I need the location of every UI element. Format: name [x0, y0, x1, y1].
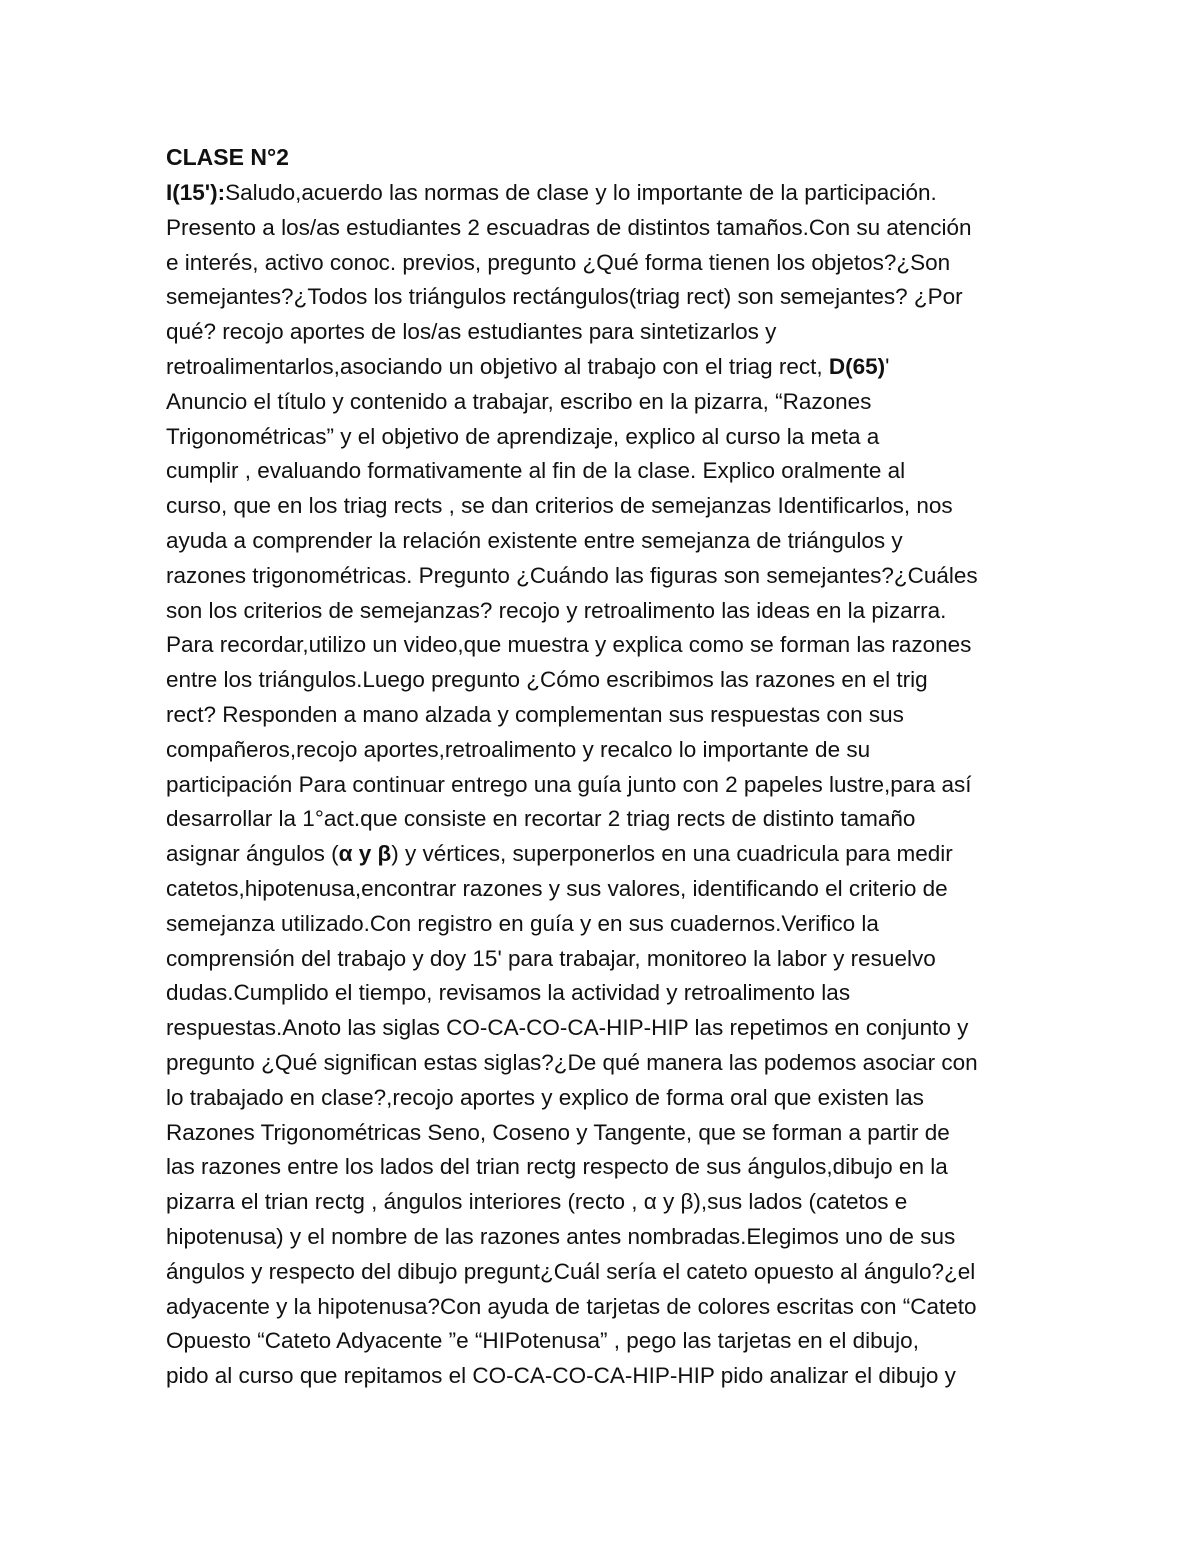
text-line: [166, 942, 1066, 977]
text-run: ': [885, 353, 890, 379]
text-line: [166, 698, 1066, 733]
bold-text-run: I(15'):: [166, 180, 226, 205]
text-run: adyacente y la hipotenusa?Con ayuda de tarjetas de colores escritas con “Cateto: [166, 1293, 977, 1319]
text-line: [166, 1046, 1066, 1081]
text-run: ángulos y respecto del dibujo pregunt¿Cuál sería el cateto opuesto al ángulo?¿el: [166, 1258, 976, 1284]
text-line: [166, 1324, 1066, 1359]
text-run: entre los triángulos.Luego pregunto ¿Cómo escribimos las razones en el trig: [166, 667, 928, 693]
text-run: dudas.Cumplido el tiempo, revisamos la actividad y retroalimento las: [166, 980, 851, 1006]
text-line: [166, 420, 1066, 455]
text-run: lo trabajado en clase?,recojo aportes y explico de forma oral que existen las: [166, 1084, 924, 1110]
text-line: [166, 454, 1066, 489]
text-line: [166, 663, 1066, 698]
text-run: semejantes?¿Todos los triángulos rectángulos(triag rect) son semejantes? ¿Por: [166, 284, 963, 310]
document-body: [166, 140, 1066, 1394]
text-line: [166, 385, 1066, 420]
text-line: [166, 211, 1066, 246]
text-run: respuestas.Anoto las siglas CO-CA-CO-CA-HIP-HIP las repetimos en conjunto y: [166, 1015, 969, 1041]
document-title: CLASE N°2: [166, 144, 289, 170]
text-run: hipotenusa) y el nombre de las razones antes nombradas.Elegimos uno de sus: [166, 1223, 956, 1249]
text-line: [166, 1359, 1066, 1394]
text-run: ayuda a comprender la relación existente entre semejanza de triángulos y: [166, 527, 903, 553]
text-line: [166, 315, 1066, 350]
text-run: Saludo,acuerdo las normas de clase y lo importante de la participación.: [225, 180, 937, 205]
text-line: [166, 1081, 1066, 1116]
text-line: [166, 1185, 1066, 1220]
text-line: [166, 350, 1066, 385]
text-run: Opuesto “Cateto Adyacente ”e “HIPotenusa” , pego las tarjetas en el dibujo,: [166, 1328, 919, 1354]
text-run: cumplir , evaluando formativamente al fin de la clase. Explico oralmente al: [166, 458, 906, 484]
text-line: [166, 489, 1066, 524]
text-line: [166, 246, 1066, 281]
text-line: [166, 1255, 1066, 1290]
text-line: [166, 976, 1066, 1011]
text-run: participación Para continuar entrego una guía junto con 2 papeles lustre,para así: [166, 771, 972, 797]
text-line: [166, 733, 1066, 768]
text-run: Para recordar,utilizo un video,que muestra y explica como se forman las razones: [166, 632, 972, 658]
text-run: curso, que en los triag rects , se dan criterios de semejanzas Identificarlos, nos: [166, 493, 953, 519]
text-line: [166, 176, 1066, 211]
text-line: [166, 1220, 1066, 1255]
text-line: [166, 628, 1066, 663]
text-run: las razones entre los lados del trian rectg respecto de sus ángulos,dibujo en la: [166, 1154, 948, 1180]
text-run: pido al curso que repitamos el CO-CA-CO-CA-HIP-HIP pido analizar el dibujo y: [166, 1363, 956, 1389]
text-run: son los criterios de semejanzas? recojo y retroalimento las ideas en la pizarra.: [166, 597, 947, 623]
text-run: semejanza utilizado.Con registro en guía y en sus cuadernos.Verifico la: [166, 910, 879, 936]
text-line: [166, 1011, 1066, 1046]
text-run: rect? Responden a mano alzada y complementan sus respuestas con sus: [166, 701, 904, 727]
text-run: compañeros,recojo aportes,retroalimento y recalco lo importante de su: [166, 736, 871, 762]
text-line: [166, 802, 1066, 837]
bold-text-run: D(65): [828, 353, 886, 379]
text-line: [166, 280, 1066, 315]
text-line: [166, 1116, 1066, 1151]
text-line: [166, 837, 1066, 872]
text-run: ) y vértices, superponerlos en una cuadricula para medir: [391, 841, 953, 867]
text-run: Anuncio el título y contenido a trabajar, escribo en la pizarra, “Razones: [166, 388, 872, 414]
text-run: pregunto ¿Qué significan estas siglas?¿De qué manera las podemos asociar con: [166, 1049, 978, 1075]
text-run: pizarra el trian rectg , ángulos interiores (recto , α y β),sus lados (catetos e: [166, 1189, 908, 1215]
text-run: qué? recojo aportes de los/as estudiantes para sintetizarlos y: [166, 319, 777, 345]
text-line: [166, 594, 1066, 629]
text-run: e interés, activo conoc. previos, pregunto ¿Qué forma tienen los objetos?¿Son: [166, 249, 951, 275]
text-line: [166, 1150, 1066, 1185]
text-line: [166, 524, 1066, 559]
text-line: [166, 559, 1066, 594]
text-line: [166, 907, 1066, 942]
text-run: comprensión del trabajo y doy 15' para trabajar, monitoreo la labor y resuelvo: [166, 945, 936, 971]
text-run: asignar ángulos (: [166, 841, 339, 867]
text-line: [166, 768, 1066, 803]
text-run: Presento a los/as estudiantes 2 escuadras de distintos tamaños.Con su atención: [166, 214, 972, 240]
text-run: Trigonométricas” y el objetivo de aprendizaje, explico al curso la meta a: [166, 423, 880, 449]
text-run: catetos,hipotenusa,encontrar razones y sus valores, identificando el criterio de: [166, 875, 948, 901]
text-line: [166, 1290, 1066, 1325]
paragraph: [166, 176, 1066, 1394]
bold-text-run: α y β: [338, 841, 392, 867]
text-line: [166, 872, 1066, 907]
text-run: desarrollar la 1°act.que consiste en recortar 2 triag rects de distinto tamaño: [166, 806, 916, 832]
text-run: retroalimentarlos,asociando un objetivo al trabajo con el triag rect,: [166, 353, 829, 379]
text-run: razones trigonométricas. Pregunto ¿Cuándo las figuras son semejantes?¿Cuáles: [166, 562, 978, 588]
text-run: Razones Trigonométricas Seno, Coseno y Tangente, que se forman a partir de: [166, 1119, 950, 1145]
